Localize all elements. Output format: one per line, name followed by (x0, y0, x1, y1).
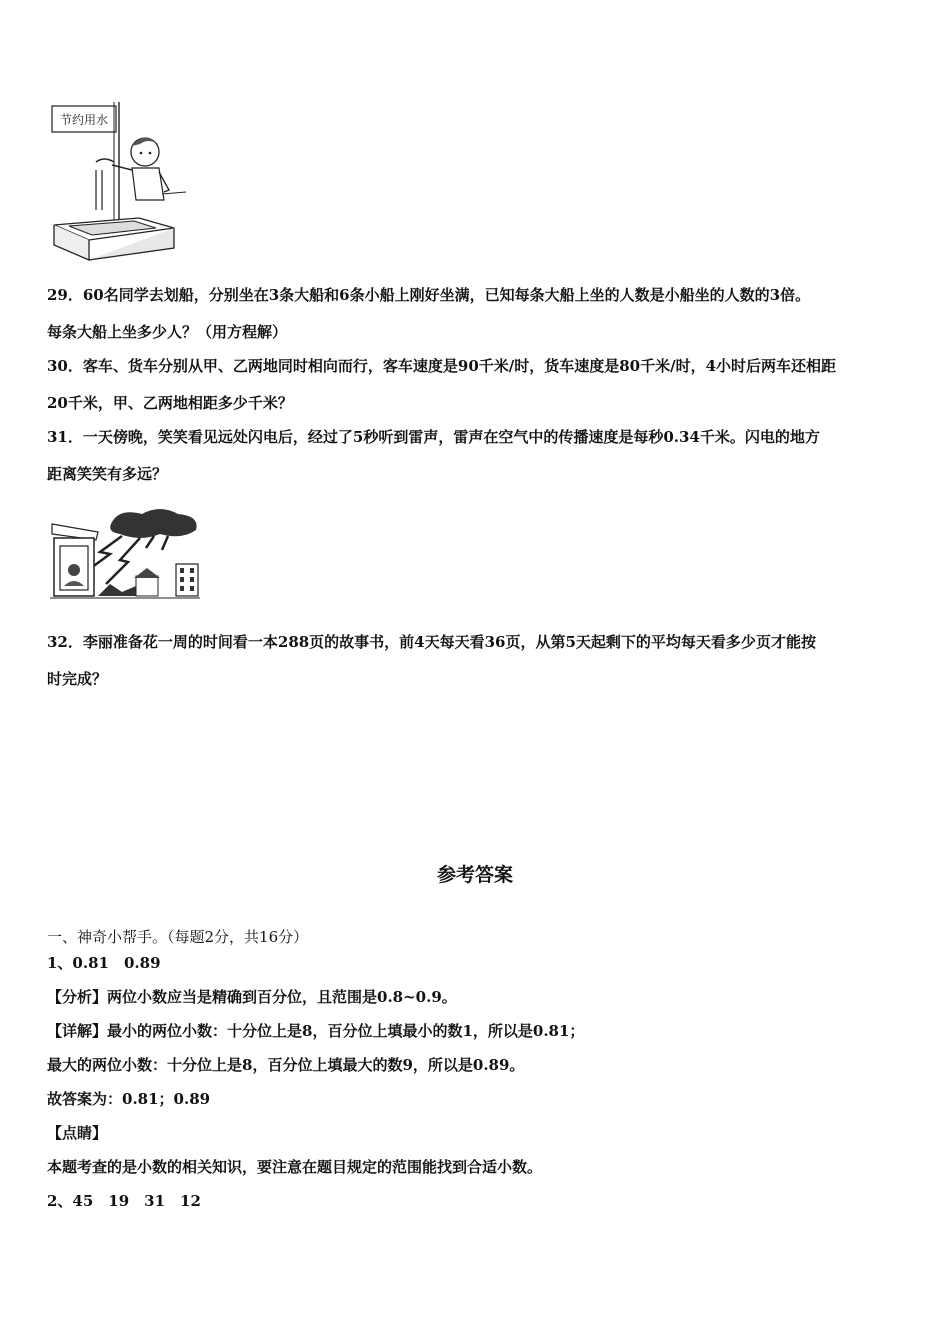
comment-text: 本题考查的是小数的相关知识，要注意在题目规定的范围能找到合适小数。 (47, 1158, 543, 1176)
detail-line-1 (47, 1014, 907, 1048)
question-30-line-2: 20千米，甲、乙两地相距多少千米？ (47, 394, 293, 412)
question-30-line-1: 30．客车、货车分别从甲、乙两地同时相向而行，客车速度是90千米/时，货车速度是80千米/时，4小时后两车还相距 (47, 357, 837, 375)
question-32-line-1: 32．李丽准备花一周的时间看一本288页的故事书，前4天每天看36页，从第5天起剩下的平均每天看多少页才能按 (47, 633, 816, 651)
detail-tag: 【详解】 (47, 1022, 108, 1040)
detail-text-1: 最小的两位小数：十分位上是8，百分位上填最小的数1，所以是0.81； (107, 1022, 585, 1040)
question-29-line-1: 29．60名同学去划船，分别坐在3条大船和6条小船上刚好坐满，已知每条大船上坐的人数是小船坐的人数的3倍。 (47, 286, 811, 304)
detail-line-2: 最大的两位小数：十分位上是8，百分位上填最大的数9，所以是0.89。 (47, 1056, 525, 1074)
answer-section (47, 924, 907, 1218)
answer-title: 参考答案 (436, 864, 513, 886)
question-32 (47, 624, 907, 698)
lightning-illustration (50, 502, 202, 602)
comment-tag: 【点睛】 (47, 1124, 108, 1142)
answer-1: 1、0.81 0.89 (47, 954, 161, 972)
question-31 (47, 419, 907, 493)
final-answer: 故答案为：0.81；0.89 (47, 1090, 211, 1108)
section-heading: 一、神奇小帮手。（每题2分，共16分） (47, 928, 309, 946)
analysis-tag: 【分析】 (47, 988, 108, 1006)
question-29-line-2: 每条大船上坐多少人？（用方程解） (47, 323, 288, 341)
analysis-line (47, 980, 907, 1014)
question-32-line-2: 时完成？ (47, 670, 108, 688)
analysis-text: 两位小数应当是精确到百分位，且范围是0.8~0.9。 (107, 988, 457, 1006)
question-29 (47, 277, 907, 351)
answer-2: 2、45 19 31 12 (47, 1192, 201, 1210)
water-saving-illustration (44, 100, 194, 262)
water-sign-text: 节约用水 (59, 113, 109, 127)
question-30 (47, 348, 907, 422)
question-31-line-2: 距离笑笑有多远？ (47, 465, 168, 483)
question-31-line-1: 31．一天傍晚，笑笑看见远处闪电后，经过了5秒听到雷声，雷声在空气中的传播速度是每秒0.34千米。闪电的地方 (47, 428, 820, 446)
